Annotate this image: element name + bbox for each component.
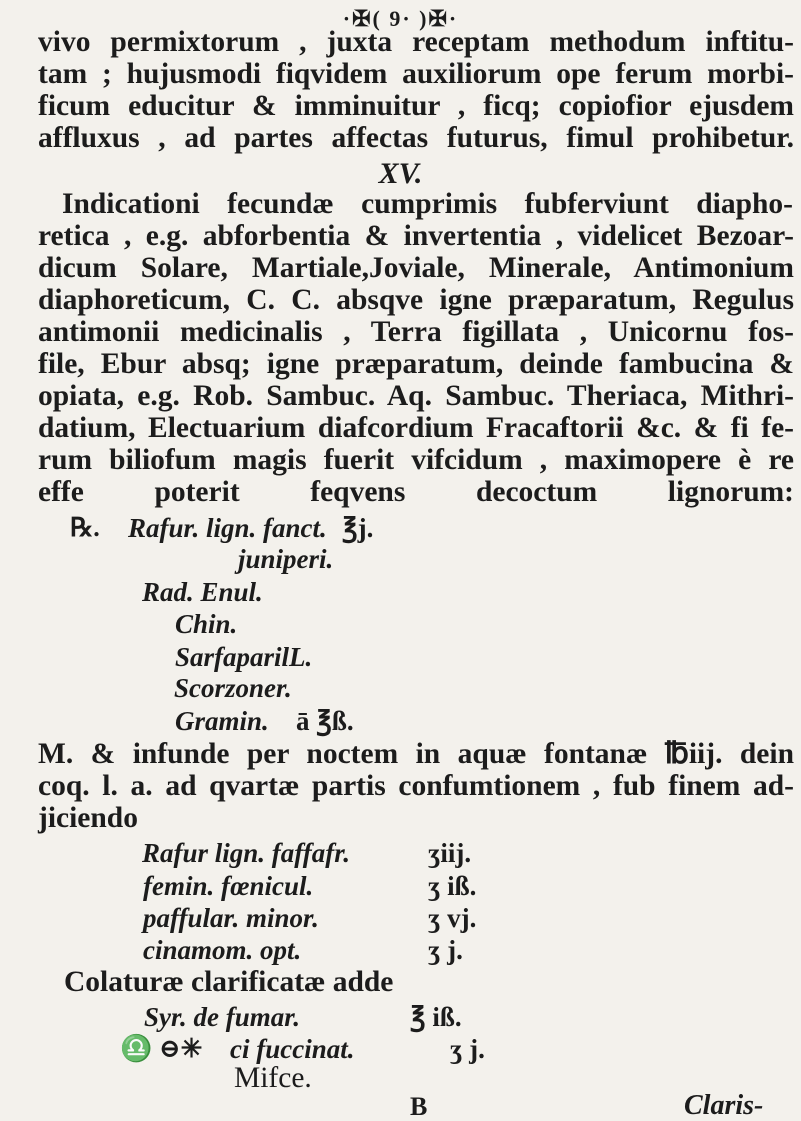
ingredient: Rafur. lign. fanct. (128, 513, 327, 543)
page-header: ·✠( 9· )✠· (342, 6, 459, 31)
ingredient-amount: ā ℥ß. (296, 706, 354, 736)
ingredient: femin. fœnicul. (143, 871, 314, 901)
ingredient: SarfaparilL. (175, 642, 313, 672)
ingredient-amount: ℥j. (342, 513, 374, 543)
ingredient: Gramin. (175, 706, 269, 736)
text-line: affluxus , ad partes affectas futurus, fimul prohibetur. (38, 122, 794, 154)
ingredient-amount: ʒ j. (450, 1034, 485, 1064)
ingredient-amount: ℥ iß. (410, 1002, 462, 1032)
text-line: jiciendo (38, 802, 138, 834)
ingredient-amount: ʒ iß. (428, 871, 477, 901)
text-line: ficum educitur & imminuitur , ficq; copiofior ejusdem (38, 90, 794, 122)
ingredient: Rad. Enul. (142, 577, 263, 607)
ingredient: Rafur lign. faffafr. (142, 838, 351, 868)
ingredient: juniperi. (238, 544, 334, 574)
text-line: Colaturæ clarificatæ adde (64, 966, 394, 998)
ingredient: ci fuccinat. (230, 1034, 355, 1064)
text-line: rum biliofum magis fuerit vifcidum , maximopere è re (38, 444, 794, 476)
text-line: diaphoreticum, C. C. absqve igne præparatum, Regulus (38, 284, 794, 316)
text-line: dicum Solare, Martiale,Joviale, Minerale, Antimonium (38, 252, 794, 284)
signature-mark: B (410, 1092, 428, 1121)
ingredient: paffular. minor. (143, 903, 319, 933)
text-line: effe poterit feqvens decoctum lignorum: (38, 476, 794, 508)
text-line: datium, Electuarium diafcordium Fracaftorii &c. & fi fe- (38, 412, 794, 444)
ingredient: cinamom. opt. (143, 935, 302, 965)
ingredient: Syr. de fumar. (144, 1002, 301, 1032)
text-line: opiata, e.g. Rob. Sambuc. Aq. Sambuc. Theriaca, Mithri- (38, 380, 794, 412)
catchword: Claris- (684, 1090, 764, 1121)
text-line: coq. l. a. ad qvartæ partis confumtionem , fub finem ad- (38, 770, 794, 802)
closing-word: Mifce. (234, 1062, 312, 1094)
ingredient-amount: ʒiij. (428, 838, 472, 868)
recipe-symbol: ℞. (70, 513, 100, 542)
alchemical-symbol-icon: ♎ ⊖✳ (120, 1034, 203, 1063)
text-line: M. & infunde per noctem in aquæ fontanæ ℔iij. dein (38, 738, 794, 770)
ingredient-amount: ʒ vj. (428, 903, 477, 933)
text-line: tam ; hujusmodi fiqvidem auxiliorum ope ferum morbi- (38, 58, 794, 90)
text-line: antimonii medicinalis , Terra figillata , Unicornu fos- (38, 316, 794, 348)
ingredient: Chin. (175, 609, 238, 639)
text-line: file, Ebur absq; igne præparatum, deinde fambucina & (38, 348, 794, 380)
ingredient: Scorzoner. (174, 673, 292, 703)
ingredient-amount: ʒ j. (428, 935, 463, 965)
text-line: vivo permixtorum , juxta receptam methodum inftitu- (38, 26, 794, 58)
section-number: XV. (378, 157, 423, 190)
text-line: retica , e.g. abforbentia & invertentia , videlicet Bezoar- (38, 220, 794, 252)
text-line: Indicationi fecundæ cumprimis fubferviunt diapho- (62, 188, 793, 220)
